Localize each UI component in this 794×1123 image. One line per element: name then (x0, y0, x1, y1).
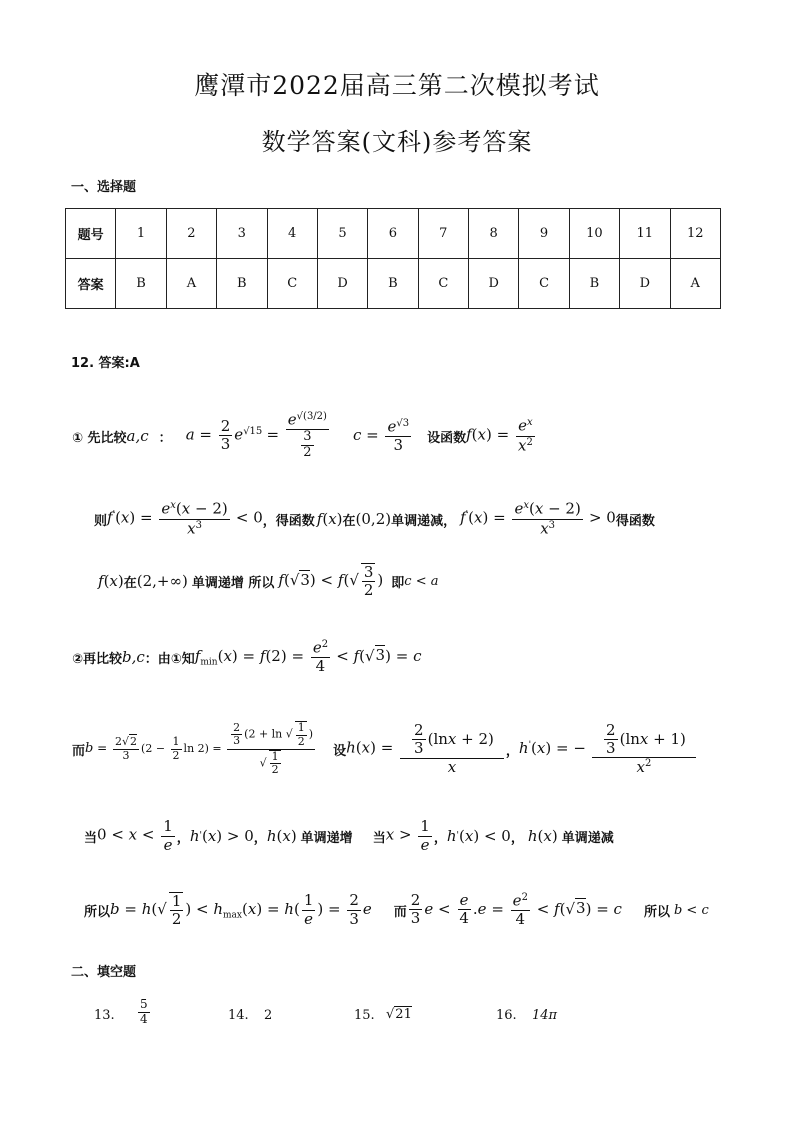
text-when-2: 当 (372, 830, 386, 846)
formula-c: c = $\frac{e^{√3}}{3}$ (352, 417, 410, 454)
formula-fprime-2: f'(x) = $\frac{e^x(x - 2)}{x^3}$ > 0 (460, 499, 616, 537)
formula-a: a = $\frac{2}{3}$ $e^{√15}$ = $\frac{e^{√(3/2)}}{\frac{3}{2}}$ (185, 410, 327, 461)
formula-e-compare: $\frac{2}{3}$ e < $\frac{e}{4}$ .e = $\frac{e^2}{4}$ < f(√3) = c (410, 891, 622, 928)
formula-hprime: h'(x) = − $\frac{2}{3}$ (lnx + 1) $x^2$ (519, 722, 698, 777)
table-cell: 5 (317, 209, 367, 259)
so-line (84, 884, 709, 936)
fill-q13-denominator: 4 (140, 1011, 148, 1026)
text-on-2: 在 (123, 575, 137, 591)
table-cell: A (670, 259, 721, 309)
then-label: 则 (94, 513, 108, 529)
conclusion-1: c < a (404, 573, 439, 589)
formula-b-compare: b = h(√ $\frac{1}{2}$ ) < $h_{max}(x) = h$( $\frac{1}{e}$ ) = $\frac{2}{3}$ e (110, 891, 372, 928)
fill-q15-answer: √21 (386, 1007, 412, 1022)
table-cell: 2 (166, 209, 216, 259)
fill-q15-radicand: 21 (395, 1007, 412, 1022)
text-decreasing: 单调递减， (391, 513, 457, 529)
text-gt0: 得函数 (615, 513, 655, 529)
interval-1: (0,2) (355, 510, 392, 528)
table-cell: D (469, 259, 519, 309)
fill-q14-answer: 2 (264, 1008, 273, 1023)
step1-line (72, 400, 537, 472)
table-cell: 4 (267, 209, 317, 259)
b-h-line: 而 b = $\frac{2√2}{3}$ (2 − $\frac{1}{2}$ ln 2) = $\frac{2}{3}$ (2 + ln √ $\frac{1}{2}$ ) √ $\frac{1}{2}$ 设 h(x) = $\frac{2}{3}$ (lnx + 2) x ， h'(x) = − $\frac{2}{3}$ (lnx + 1) $x^2$ (72, 704, 698, 794)
conclusion-2: b < c (673, 902, 709, 918)
table-row-answers (66, 259, 721, 309)
table-cell: C (267, 259, 317, 309)
step1-label: ① 先比较 (72, 430, 127, 446)
table-cell: 10 (569, 209, 619, 259)
interval-2: (2,+∞) (136, 572, 188, 590)
formula-fmin: $f_{min}(x) = f(2)$ = $\frac{e^2}{4}$ < f(√3) = c (194, 638, 422, 675)
text-set-h: 设 (333, 743, 347, 759)
section-choice-heading: 一、选择题 (71, 180, 137, 195)
set-function-label: 设函数 (427, 430, 467, 446)
answer-table (65, 208, 721, 309)
step2-label: ②再比较 (72, 651, 123, 667)
formula-range1: 0 < x < $\frac{1}{e}$ (97, 817, 173, 854)
text-when: 当 (84, 830, 98, 846)
q12-header: 12. 答案:A (71, 356, 140, 371)
fill-q15-label: 15. (354, 1008, 375, 1023)
text-and-2: 而 (393, 904, 407, 920)
formula-h: h(x) = $\frac{2}{3}$ (lnx + 2) x (346, 722, 506, 776)
text-h-decreasing: 单调递减 (561, 830, 614, 846)
fill-q16-label: 16. (496, 1008, 517, 1023)
text-increasing-so: 单调递增 所以 (191, 575, 275, 591)
table-cell: D (317, 259, 367, 309)
derivative-line: 则 f'(x) = $\frac{e^x(x - 2)}{x^3}$ < 0 ，得函数 f ( x ) 在 (0,2) 单调递减， f'(x) = $\frac{e^x(x - 2)}{x^3}$ > 0 得函数 (94, 499, 655, 537)
text-h-increasing: 单调递增 (300, 830, 353, 846)
table-cell: C (519, 259, 569, 309)
table-label-number: 题号 (66, 209, 116, 259)
table-cell: C (418, 259, 468, 309)
step2-line (72, 632, 421, 682)
table-cell: 9 (519, 209, 569, 259)
text-so-2: 所以 (643, 904, 670, 920)
step1-colon: ： (158, 430, 172, 446)
table-cell: B (368, 259, 418, 309)
table-row-numbers (66, 209, 721, 259)
fill-q13-answer (136, 998, 152, 1027)
table-cell: 7 (418, 209, 468, 259)
table-cell: 8 (469, 209, 519, 259)
fill-q13-label: 13. (94, 1008, 115, 1023)
table-cell: 11 (620, 209, 670, 259)
page-title: 鹰潭市2022届高三第二次模拟考试 (194, 71, 600, 100)
formula-compare: f(√3) < f(√ $\frac{3}{2}$ ) (278, 562, 384, 599)
table-cell: 1 (116, 209, 166, 259)
text-lt0: ，得函数 (262, 513, 315, 529)
fill-q14-label: 14. (228, 1008, 249, 1023)
step1-vars: a,c (126, 427, 149, 445)
formula-fprime: f'(x) = $\frac{e^x(x - 2)}{x^3}$ < 0 (107, 499, 263, 537)
table-cell: D (620, 259, 670, 309)
table-cell: 12 (670, 209, 721, 259)
step2-vars: b,c (122, 648, 145, 666)
monotone-line: f ( x ) 在 (2,+∞) 单调递增 所以 f(√3) < f(√ $\frac{3}{2}$ ) 即 c < a (98, 562, 439, 599)
formula-range2: x > $\frac{1}{e}$ (385, 817, 430, 854)
table-cell: 6 (368, 209, 418, 259)
section-fill-heading: 二、填空题 (71, 965, 137, 980)
when-line: 当 0 < x < $\frac{1}{e}$ ， h ' ( x ) > 0 ， h ( x ) 单调递增 当 x > $\frac{1}{e}$ ， h ' ( x ) < 0 ， h ( x ) 单调递减 (84, 817, 614, 854)
fill-q16-answer: 14π (532, 1008, 558, 1023)
text-on: 在 (342, 513, 356, 529)
formula-b: b = $\frac{2√2}{3}$ (2 − $\frac{1}{2}$ ln 2) = $\frac{2}{3}$ (2 + ln √ $\frac{1}{2}$ ) √ $\frac{1}{2}$ (85, 720, 314, 777)
page-subtitle: 数学答案(文科)参考答案 (261, 128, 533, 156)
text-so: 所以 (84, 904, 111, 920)
table-cell: B (116, 259, 166, 309)
table-cell: 3 (217, 209, 267, 259)
fill-q13-numerator: 5 (140, 997, 148, 1011)
table-cell: B (569, 259, 619, 309)
text-ie: 即 (391, 575, 405, 591)
formula-f: f(x) = $\frac{e^x}{x^2}$ (466, 416, 533, 454)
text-by1: ：由①知 (144, 651, 195, 667)
table-label-answer: 答案 (66, 259, 116, 309)
table-cell: B (217, 259, 267, 309)
text-and: 而 (72, 743, 86, 759)
table-cell: A (166, 259, 216, 309)
